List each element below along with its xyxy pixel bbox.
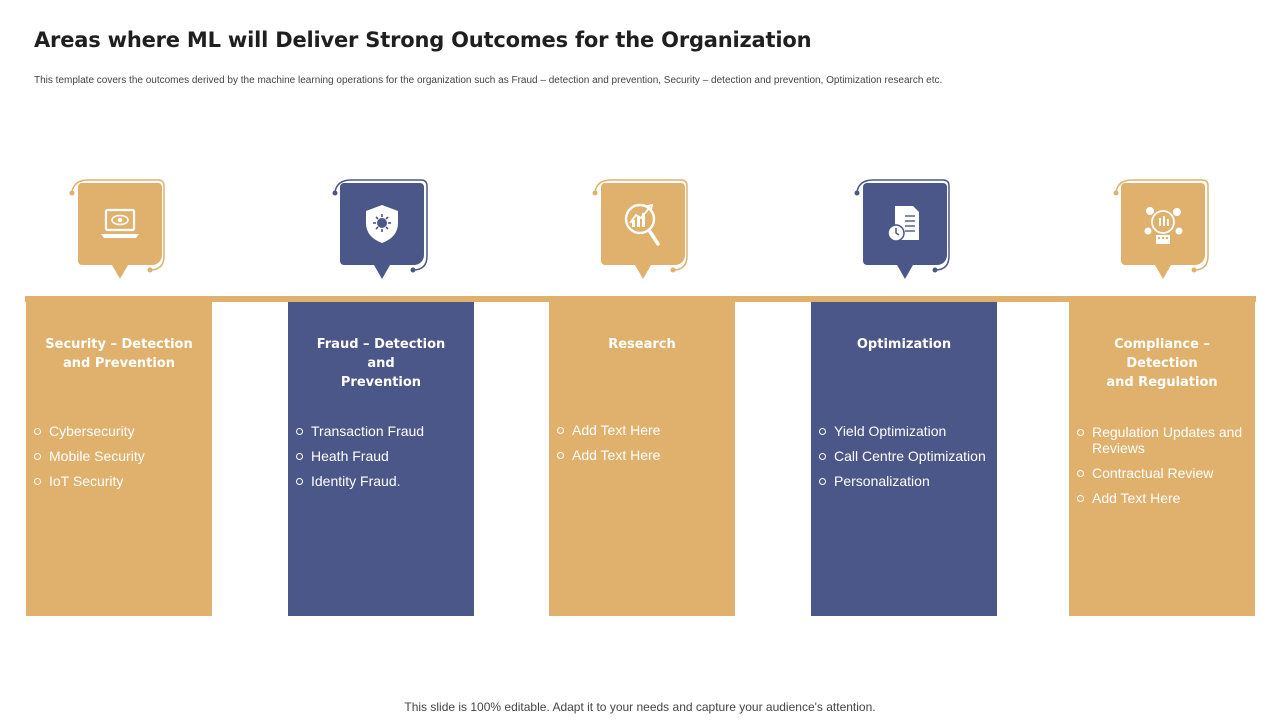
list-item: Yield Optimization bbox=[819, 423, 989, 439]
page-title: Areas where ML will Deliver Strong Outcomes for the Organization bbox=[34, 28, 812, 52]
list-item: Regulation Updates and Reviews bbox=[1077, 424, 1247, 456]
icon-card-fraud bbox=[340, 183, 424, 265]
bullet-list bbox=[557, 422, 727, 472]
column-compliance bbox=[1069, 302, 1255, 616]
list-item: Contractual Review bbox=[1077, 465, 1247, 481]
list-item: Transaction Fraud bbox=[296, 423, 466, 439]
footer-note: This slide is 100% editable. Adapt it to your needs and capture your audience's attention. bbox=[404, 700, 876, 714]
column-title: Optimization bbox=[856, 337, 952, 352]
bullet-list bbox=[1077, 424, 1247, 515]
column-title: Security – Detection and Prevention bbox=[45, 337, 193, 371]
icon-card-compliance bbox=[1121, 183, 1205, 265]
list-item: Heath Fraud bbox=[296, 448, 466, 464]
list-item: Add Text Here bbox=[1077, 490, 1247, 506]
page-subtitle: This template covers the outcomes derived by the machine learning operations for the organization such as Fraud – detection and prevention, Security – detection and prevention, Optimization research etc. bbox=[34, 75, 943, 86]
laptop-eye-icon bbox=[100, 207, 140, 241]
network-building-icon bbox=[1142, 203, 1184, 245]
list-item: Add Text Here bbox=[557, 447, 727, 463]
list-item: Personalization bbox=[819, 473, 989, 489]
icon-card-security bbox=[78, 183, 162, 265]
bullet-list bbox=[296, 423, 466, 498]
list-item: Identity Fraud. bbox=[296, 473, 466, 489]
column-fraud bbox=[288, 302, 474, 616]
column-title: Research bbox=[608, 337, 676, 352]
list-item: IoT Security bbox=[34, 473, 204, 489]
icon-card-research bbox=[601, 183, 685, 265]
column-research bbox=[549, 302, 735, 616]
bullet-list bbox=[34, 423, 204, 498]
column-title: Fraud – Detection and Prevention bbox=[316, 337, 446, 390]
list-item: Cybersecurity bbox=[34, 423, 204, 439]
list-item: Add Text Here bbox=[557, 422, 727, 438]
magnifier-chart-icon bbox=[622, 201, 664, 247]
list-item: Mobile Security bbox=[34, 448, 204, 464]
icon-card-optimization bbox=[863, 183, 947, 265]
shield-virus-icon bbox=[363, 203, 401, 245]
list-item: Call Centre Optimization bbox=[819, 448, 989, 464]
document-clock-icon bbox=[887, 204, 923, 244]
bullet-list bbox=[819, 423, 989, 498]
column-security bbox=[26, 302, 212, 616]
column-optimization bbox=[811, 302, 997, 616]
column-title: Compliance – Detection and Regulation bbox=[1106, 337, 1218, 390]
